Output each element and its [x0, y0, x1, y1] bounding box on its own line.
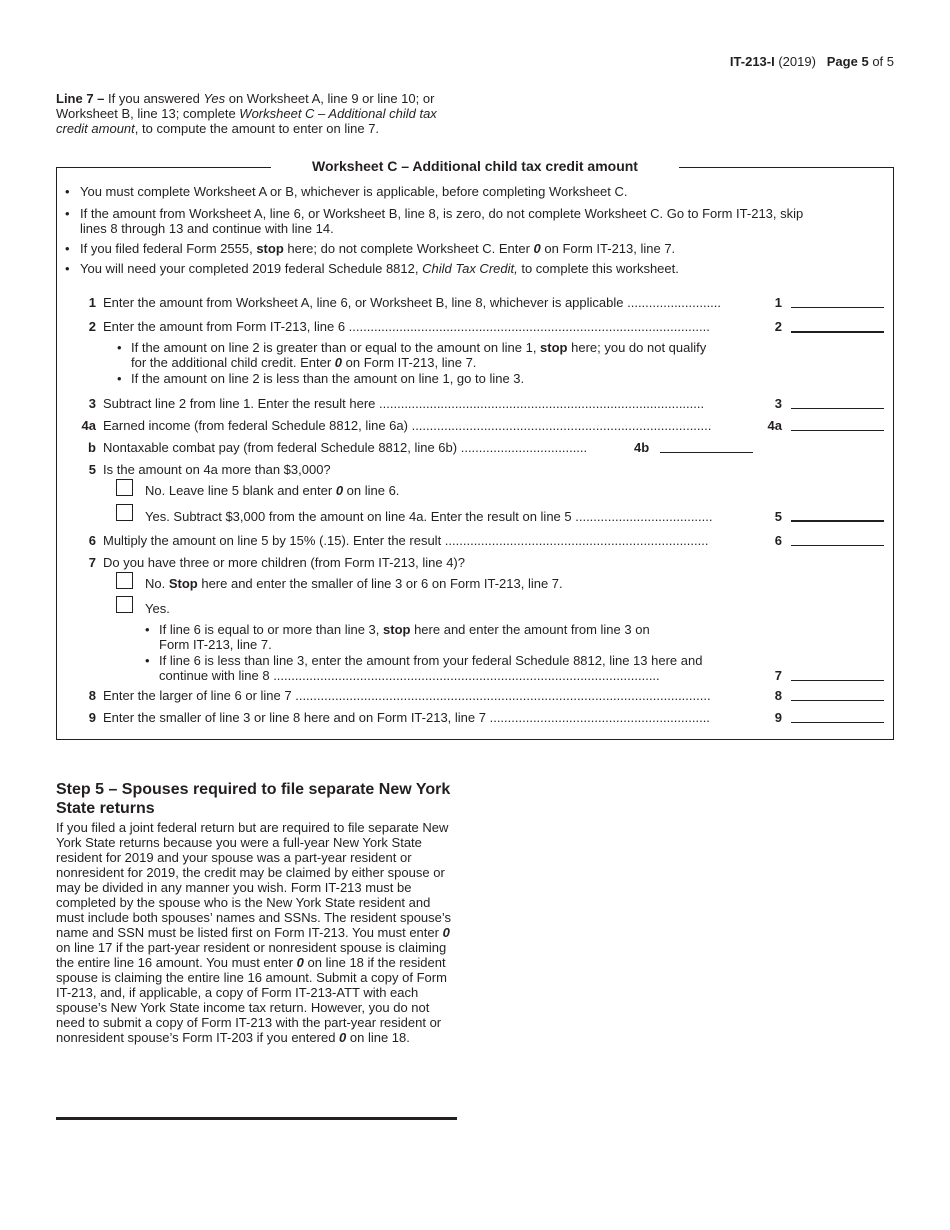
sub-text: on Form IT-213, line 7.	[342, 355, 477, 370]
line-3-box-number: 3	[774, 396, 782, 411]
page-header	[730, 54, 894, 69]
line-7-amount-field[interactable]	[791, 680, 884, 681]
line-6-number: 6	[88, 533, 96, 548]
line-7-yes-text: Yes.	[145, 601, 170, 616]
line-5-no-checkbox[interactable]	[116, 479, 133, 496]
line-2-label: Enter the amount from Form IT-213, line 6	[103, 319, 346, 334]
step-5-text: on line 18 if the resident spouse is claiming the entire line 16 amount. Submit a copy of Form IT-213, and, if applicable, a copy of Form IT-213-ATT with each spouse’s New York State income tax return. However, you do not need to submit a copy of Form IT-213 with the part-year resident or nonresident spouse’s Form IT-203 if you entered	[56, 955, 447, 1045]
line-8-number: 8	[88, 688, 96, 703]
sub-text: here; you do not qualify	[567, 340, 707, 355]
line-4b-box-number: 4b	[634, 440, 650, 455]
line-2-number: 2	[88, 319, 96, 334]
stop-word: stop	[256, 241, 284, 256]
line-9-box-number: 9	[774, 710, 782, 725]
line-7-subbullet: • If line 6 is equal to or more than line 3, stop here and enter the amount from line 3 on Form IT-213, line 7.	[145, 622, 650, 652]
line-9-label: Enter the smaller of line 3 or line 8 here and on Form IT-213, line 7	[103, 710, 486, 725]
instruction-bullet: • You will need your completed 2019 federal Schedule 8812, Child Tax Credit, to complete this worksheet.	[65, 261, 679, 276]
line-5-amount-field[interactable]	[791, 520, 884, 522]
line-7-label: Line 7 –	[56, 91, 105, 106]
instruction-bullet: • If the amount from Worksheet A, line 6, or Worksheet B, line 8, is zero, do not complete Worksheet C. Go to Form IT-213, skip lines 8 through 13 and continue with line 14.	[65, 206, 804, 236]
intro-text-1: If you answered	[104, 91, 204, 106]
line-9-number: 9	[88, 710, 96, 725]
form-year: (2019)	[778, 54, 816, 69]
bullet-text: to complete this worksheet.	[517, 261, 679, 276]
line-7-intro	[56, 91, 456, 136]
step-5-text: If you filed a joint federal return but are required to file separate New York State returns because you were a full-year New York State resident for 2019 and your spouse was a part-year resident or nonresident for 2019, the credit may be claimed by either spouse or may be divided in any manner you wish. Form IT-213 must be completed by the spouse who is the New York State resident and must include both spouses’ names and SSNs. The resident spouse’s name and SSN must be listed first on Form IT-213. You must enter	[56, 820, 452, 940]
zero-value: 0	[533, 241, 541, 256]
line-4a-box-number: 4a	[767, 418, 782, 433]
line-4b-amount-field[interactable]	[660, 452, 753, 453]
stop-word: stop	[383, 622, 411, 637]
bullet-text: You must complete Worksheet A or B, whichever is applicable, before completing Worksheet C.	[80, 184, 628, 199]
line-2-text: Enter the amount from Form IT-213, line 6 ....................................................................................................	[103, 319, 710, 334]
zero-value: 0	[334, 355, 343, 370]
line-8-amount-field[interactable]	[791, 700, 884, 701]
line-1-label: Enter the amount from Worksheet A, line 6, or Worksheet B, line 8, whichever is applicable	[103, 295, 624, 310]
line-6-box-number: 6	[774, 533, 782, 548]
line-2-subbullet: • If the amount on line 2 is greater than or equal to the amount on line 1, stop here; you do not qualify for the additional child credit. Enter 0 on Form IT-213, line 7.	[117, 340, 707, 370]
page-label: Page 5	[826, 54, 869, 69]
line-2-subbullet: • If the amount on line 2 is less than the amount on line 1, go to line 3.	[117, 371, 757, 386]
sub-text: If line 6 is equal to or more than line 3,	[159, 622, 384, 637]
line-7-box-number: 7	[774, 668, 782, 683]
bullet-text: here; do not complete Worksheet C. Enter	[283, 241, 534, 256]
sub-text: If line 6 is less than line 3, enter the amount from your federal Schedule 8812, line 13 here and	[159, 653, 703, 668]
line-6-label: Multiply the amount on line 5 by 15% (.15). Enter the result	[103, 533, 442, 548]
sub-text: for the additional child credit. Enter	[131, 355, 335, 370]
stop-word: stop	[540, 340, 568, 355]
line-6-amount-field[interactable]	[791, 545, 884, 546]
zero-value: 0	[339, 1030, 347, 1045]
line-5-number: 5	[88, 462, 96, 477]
step-5-heading: Step 5 – Spouses required to file separate New York State returns	[56, 781, 451, 817]
bottom-divider	[56, 1117, 457, 1120]
line-3-text: Subtract line 2 from line 1. Enter the result here ..........................................................................................	[103, 396, 705, 411]
line-3-amount-field[interactable]	[791, 408, 884, 409]
sub-text: If the amount on line 2 is greater than or equal to the amount on line 1,	[131, 340, 541, 355]
line-7-no-text	[145, 576, 563, 591]
line-5-no-text	[145, 483, 399, 498]
option-text: No. Leave line 5 blank and enter	[145, 483, 336, 498]
bullet-text-cont: lines 8 through 13 and continue with line 14.	[80, 221, 334, 236]
line-9-amount-field[interactable]	[791, 722, 884, 723]
page-of: of 5	[872, 54, 894, 69]
intro-worksheet-name: Worksheet C – Additional child tax credit amount	[56, 106, 437, 136]
zero-value: 0	[442, 925, 450, 940]
sub-text: continue with line 8	[159, 668, 270, 683]
line-4b-label: Nontaxable combat pay (from federal Schedule 8812, line 6b)	[103, 440, 458, 455]
line-8-text: Enter the larger of line 6 or line 7 ...................................................................................................................	[103, 688, 711, 703]
intro-text-3: , to compute the amount to enter on line 7.	[134, 121, 380, 136]
line-7-yes-checkbox[interactable]	[116, 596, 133, 613]
option-text: Yes. Subtract $3,000 from the amount on line 4a. Enter the result on line 5	[145, 509, 572, 524]
bullet-text: If the amount from Worksheet A, line 6, or Worksheet B, line 8, is zero, do not complete Worksheet C. Go to Form IT-213, skip	[80, 206, 804, 221]
line-7-no-checkbox[interactable]	[116, 572, 133, 589]
line-4a-label: Earned income (from federal Schedule 8812, line 6a)	[103, 418, 408, 433]
line-7-number: 7	[88, 555, 96, 570]
sub-text: If the amount on line 2 is less than the amount on line 1, go to line 3.	[131, 371, 525, 386]
line-4b-text: Nontaxable combat pay (from federal Schedule 8812, line 6b) ...................................	[103, 440, 588, 455]
option-text: here and enter the smaller of line 3 or 6 on Form IT-213, line 7.	[197, 576, 563, 591]
line-4a-amount-field[interactable]	[791, 430, 884, 431]
instruction-bullet: • You must complete Worksheet A or B, whichever is applicable, before completing Worksheet C.	[65, 184, 875, 199]
line-7-question: Do you have three or more children (from Form IT-213, line 4)?	[103, 555, 465, 570]
step-5-text: on line 17 if the part-year resident or nonresident spouse is claiming the entire line 16 amount. You must enter	[56, 940, 447, 970]
line-4a-text: Earned income (from federal Schedule 8812, line 6a) ...................................................................................	[103, 418, 712, 433]
bullet-text: If you filed federal Form 2555,	[80, 241, 257, 256]
line-9-text: Enter the smaller of line 3 or line 8 here and on Form IT-213, line 7 .............................................................	[103, 710, 710, 725]
intro-text-2: on Worksheet A, line 9 or line 10; or Worksheet B, line 13; complete	[56, 91, 435, 121]
line-4b-number: b	[88, 440, 96, 455]
line-1-text: Enter the amount from Worksheet A, line 6, or Worksheet B, line 8, whichever is applicable ..........................	[103, 295, 722, 310]
step-5-body	[56, 820, 454, 1045]
line-3-label: Subtract line 2 from line 1. Enter the result here	[103, 396, 376, 411]
line-6-text: Multiply the amount on line 5 by 15% (.15). Enter the result .........................................................................	[103, 533, 709, 548]
line-2-box-number: 2	[774, 319, 782, 334]
intro-yes: Yes	[203, 91, 226, 106]
line-8-box-number: 8	[774, 688, 782, 703]
option-text: No.	[145, 576, 169, 591]
line-7-subbullet: • If line 6 is less than line 3, enter the amount from your federal Schedule 8812, line 13 here and continue with line 8 ...........................................................................................................	[145, 653, 703, 683]
step-5-text: on line 18.	[346, 1030, 410, 1045]
instruction-bullet: • If you filed federal Form 2555, stop here; do not complete Worksheet C. Enter 0 on Form IT-213, line 7.	[65, 241, 676, 256]
line-1-amount-field[interactable]	[791, 307, 884, 308]
schedule-title: Child Tax Credit,	[422, 261, 518, 276]
line-1-box-number: 1	[774, 295, 782, 310]
worksheet-c-title: Worksheet C – Additional child tax credit amount	[312, 158, 638, 174]
sub-text: Form IT-213, line 7.	[159, 637, 272, 652]
bullet-text: on Form IT-213, line 7.	[540, 241, 676, 256]
line-8-label: Enter the larger of line 6 or line 7	[103, 688, 292, 703]
zero-value: 0	[296, 955, 304, 970]
line-3-number: 3	[88, 396, 96, 411]
line-2-amount-field[interactable]	[791, 331, 884, 333]
line-5-yes-text: Yes. Subtract $3,000 from the amount on line 4a. Enter the result on line 5 ......................................	[145, 509, 713, 524]
line-5-yes-checkbox[interactable]	[116, 504, 133, 521]
line-5-box-number: 5	[774, 509, 782, 524]
bullet-text: You will need your completed 2019 federal Schedule 8812,	[80, 261, 423, 276]
line-1-number: 1	[88, 295, 96, 310]
zero-value: 0	[335, 483, 344, 498]
line-5-question: Is the amount on 4a more than $3,000?	[103, 462, 331, 477]
option-text: on line 6.	[343, 483, 400, 498]
sub-text: here and enter the amount from line 3 on	[410, 622, 650, 637]
form-id: IT-213-I	[729, 54, 775, 69]
line-4a-number: 4a	[81, 418, 96, 433]
stop-word: Stop	[168, 576, 198, 591]
